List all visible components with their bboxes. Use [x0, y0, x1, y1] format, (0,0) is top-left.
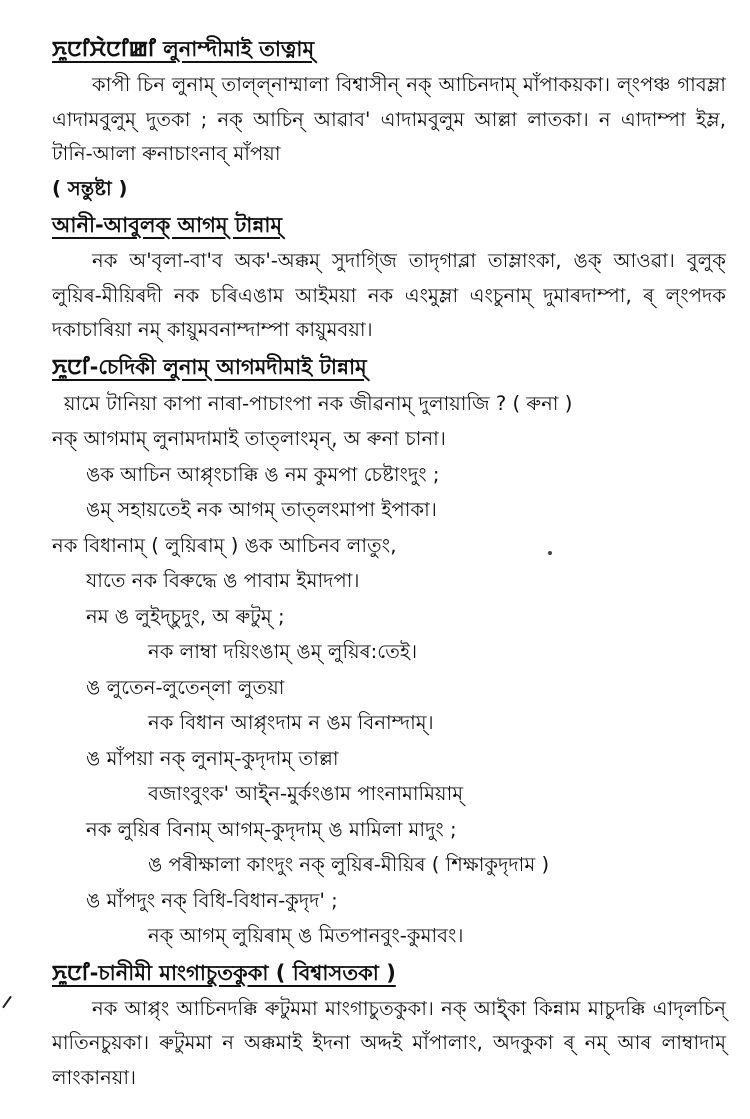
verse-line: ঙক আচিন আপ্পৃংচাক্কি ঙ নম কুমপা চেষ্টাংদুং ;: [86, 462, 440, 486]
verse-line: ঙ পৰীক্ষালা কাংদুং নক্ লুয়িৰ-মীয়িৰ ( শিক্ষাকুদৃদাম ): [148, 853, 550, 876]
verse-line: নক লুয়িৰ বিনাম্ আগম্-কুদৃদাম্ ঙ মামিলা মাদুং ;: [86, 817, 457, 841]
verse-line: ঙম্ সহায়তেই নক আগম্ তাত্লংমাপা ইপাকা।: [86, 498, 437, 521]
verse-line: নক্ আগম্ লুয়িৰাম্ ঙ মিতপানবুং-কুমাবং।: [148, 924, 464, 947]
verse-line: ঙ লুতেন-লুতেন্লা লুতয়া: [86, 675, 285, 699]
paragraph: নক অ'বৃলা-বা'ব অক'-অক্কম্ সুদাগ্জি তাদৃগাব্লা তাম্লাংকা, ঙক্ আওৱা। বুলুক্ লুয়িৰ-মীয়িৰদী নক চৰিএঙাম আইময়া নক এংমুম্লা এংচুনাম্ দুমাৰদাম্পা, ৰ্ ল্ংপদক দকাচাৰিয়া নম্ কায়ুমবনাম্দাম্পা কায়ুমবয়া।: [52, 249, 726, 341]
paragraph: নক আপ্পৃং আচিনদক্কি ৰুটুমমা মাংগাচুতকুকা। নক্ আই্কা কিন্নাম মাচুদক্কি এাদৃলচিন্ মাতিনচুয়কা। ৰুটুমমা ন অক্কমাই ইদনা অদ্দই মাঁপালাং, অদকুকা ৰ্ নম্ আৰ লাম্বাদাম্ লাংকানয়া।: [52, 996, 726, 1089]
section-heading: ꯈꯨꯅꯤ-চেদিকী লুনাম্ আগমদীমাই টান্নাম্: [52, 354, 367, 379]
verse-line: নক্ আগমাম্ লুনামদামাই তাত্লাংমৃন্, অ ৰুনা চানা।: [52, 427, 446, 450]
margin-mark: [2, 996, 12, 1009]
verse-line: যাতে নক বিৰুদ্ধে ঙ পাবাম ইমাদপা।: [86, 569, 360, 592]
section-heading: ꯈꯨꯅꯤ-চানীমী মাংগাচুতকুকা ( বিশ্বাসতকা ): [52, 960, 396, 985]
section-heading: আনী-আবুলক্ আগম্ টান্নাম্: [52, 213, 283, 237]
verse-line: নক বিধানাম্ ( লুয়িৰাম্ ) ঙক আচিনব লাতুং,: [52, 533, 397, 557]
paragraph-tail: ( সন্তুষ্টা ): [52, 176, 128, 200]
paragraph: কাপী চিন লুনাম্ তাল্ল্নাম্মালা বিশ্বাসীন্ নক্ আচিনদাম্ মাঁপাকয়কা। ল্ংপঞ্চ গাবম্লা এাদামবুলুম্ দুতকা ; নক্ আচিন্ আৱাব' এাদামবুলুম আল্লা লাতকা। ন এাদাম্পা ইম্ল, টানি-আলা ৰুনাচাংনাব্ মাঁপয়া: [52, 73, 726, 165]
section-heading: ꯈꯨꯅꯤꯆꯥꯅꯤꯀꯤ লুনাম্দীমাই তাত্নাম্: [52, 37, 315, 61]
ink-speck: [548, 551, 552, 555]
verse-line: য়ামে টানিয়া কাপা নাৰা-পাচাংপা নক জীৱনাম্ দুলায়াজি ? ( ৰুনা ): [64, 391, 573, 415]
verse-line: বজাংবুংক' আই্ন-মুৰ্কংঙাম পাংনামামিয়াম্: [148, 782, 464, 805]
verse-line: নক লাম্বা দয়িংঙাম্ ঙম্ লুয়িৰ:তেই।: [148, 640, 418, 663]
verse-line: নম ঙ লুইদ্চুদুং, অ ৰুটুম্ ;: [86, 604, 285, 628]
verse-line: নক বিধান আপ্পৃংদাম ন ঙম বিনাম্দাম্।: [148, 711, 434, 734]
verse-line: ঙ মাঁপদুং নক্ বিধি-বিধান-কুদৃদ' ;: [86, 888, 338, 912]
verse-line: ঙ মাঁপয়া নক্ লুনাম্-কুদৃদাম্ তাল্লা: [86, 746, 339, 770]
